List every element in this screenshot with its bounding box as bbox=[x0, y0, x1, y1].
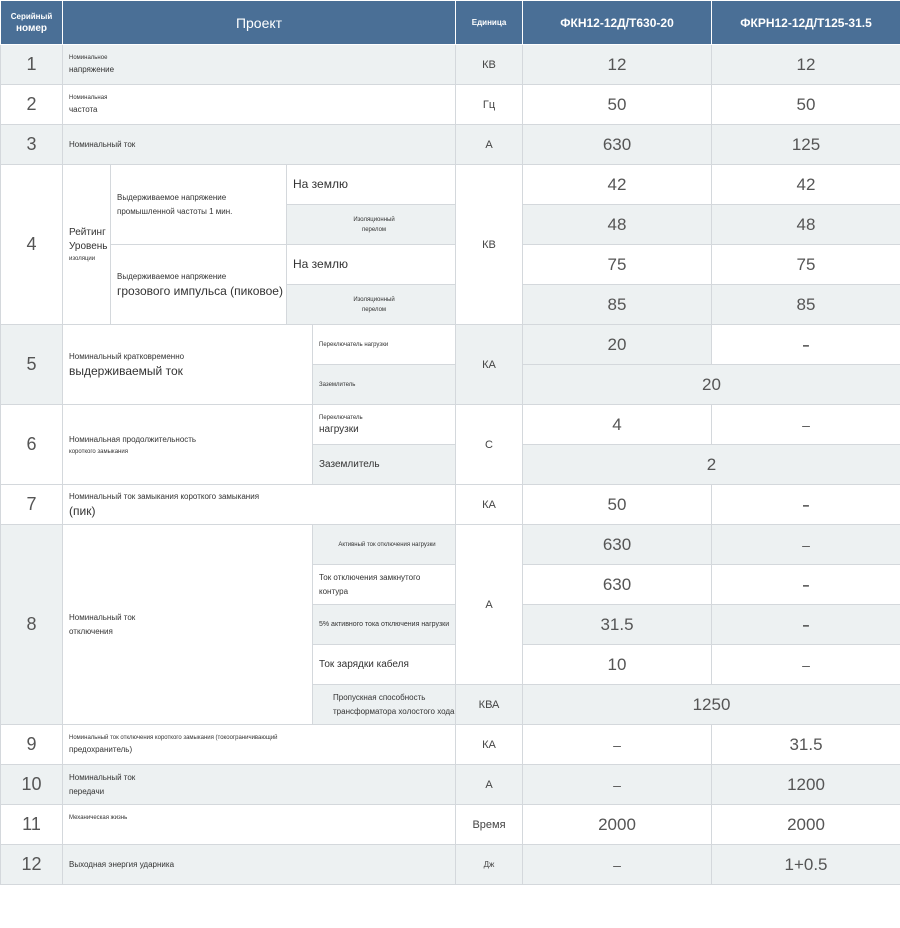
sub-label-transformer: Пропускная способность трансформатора холостого хода bbox=[313, 685, 456, 725]
row-number: 10 bbox=[1, 765, 63, 805]
row-number: 8 bbox=[1, 525, 63, 725]
to-earth-label: На землю bbox=[287, 165, 456, 205]
table-row bbox=[1, 725, 900, 765]
row-unit: А bbox=[456, 525, 523, 685]
table-row bbox=[1, 765, 900, 805]
row-number: 4 bbox=[1, 165, 63, 325]
header-row bbox=[1, 1, 900, 45]
row-unit: КВ bbox=[456, 45, 523, 85]
header-unit: Единица bbox=[456, 1, 523, 45]
header-model-2: ФКРН12-12Д/Т125-31.5 bbox=[712, 1, 900, 45]
value-model-1: – bbox=[523, 765, 712, 805]
value-model-1: 31.5 bbox=[523, 605, 712, 645]
row-unit: С bbox=[456, 405, 523, 485]
value-model-2: 50 bbox=[712, 85, 900, 125]
value-model-1: 75 bbox=[523, 245, 712, 285]
value-model-1: 42 bbox=[523, 165, 712, 205]
table-row bbox=[1, 165, 900, 205]
row-unit: КА bbox=[456, 725, 523, 765]
value-model-2: 1200 bbox=[712, 765, 900, 805]
row-label: Номинальный ток передачи bbox=[63, 765, 456, 805]
value-model-1: 48 bbox=[523, 205, 712, 245]
value-model-1: 50 bbox=[523, 485, 712, 525]
sub-label-cable-charging: Ток зарядки кабеля bbox=[313, 645, 456, 685]
value-model-1: 630 bbox=[523, 565, 712, 605]
value-model-2: 1+0.5 bbox=[712, 845, 900, 885]
row-label: Номинальный кратковременно выдерживаемый ток bbox=[63, 325, 313, 405]
row-label: Номинальное напряжение bbox=[63, 45, 456, 85]
row-label: Номинальная продолжительность короткого замыкания bbox=[63, 405, 313, 485]
value-merged: 20 bbox=[523, 365, 900, 405]
row-unit: А bbox=[456, 765, 523, 805]
value-model-1: 630 bbox=[523, 525, 712, 565]
value-model-2: 42 bbox=[712, 165, 900, 205]
value-model-2: – bbox=[712, 645, 900, 685]
table-row bbox=[1, 325, 900, 365]
value-model-1: – bbox=[523, 725, 712, 765]
row-number: 6 bbox=[1, 405, 63, 485]
row-unit: Дж bbox=[456, 845, 523, 885]
table-row bbox=[1, 845, 900, 885]
isolation-gap-label: Изоляционный перелом bbox=[287, 205, 456, 245]
value-model-2: – bbox=[712, 605, 900, 645]
table-row bbox=[1, 45, 900, 85]
value-model-2: 125 bbox=[712, 125, 900, 165]
row-number: 2 bbox=[1, 85, 63, 125]
row-label: Номинальный ток отключения bbox=[63, 525, 313, 725]
value-model-1: 50 bbox=[523, 85, 712, 125]
value-model-2: 2000 bbox=[712, 805, 900, 845]
value-model-1: 20 bbox=[523, 325, 712, 365]
table-row bbox=[1, 805, 900, 845]
value-model-1: 630 bbox=[523, 125, 712, 165]
row-unit: КВА bbox=[456, 685, 523, 725]
row-unit: Гц bbox=[456, 85, 523, 125]
value-model-2: – bbox=[712, 525, 900, 565]
value-model-2: 48 bbox=[712, 205, 900, 245]
table-row bbox=[1, 125, 900, 165]
value-model-1: 2000 bbox=[523, 805, 712, 845]
row-unit: А bbox=[456, 125, 523, 165]
table-row bbox=[1, 525, 900, 565]
to-earth-label: На землю bbox=[287, 245, 456, 285]
value-model-2: – bbox=[712, 565, 900, 605]
sub-label-load-switch: Переключатель нагрузки bbox=[313, 325, 456, 365]
value-model-2: – bbox=[712, 405, 900, 445]
value-model-2: – bbox=[712, 325, 900, 365]
row-number: 7 bbox=[1, 485, 63, 525]
sub-label-5-percent: 5% активного тока отключения нагрузки bbox=[313, 605, 456, 645]
header-model-1: ФКН12-12Д/Т630-20 bbox=[523, 1, 712, 45]
row-label: Номинальный ток отключения короткого замыкания (токоограничивающий предохранитель) bbox=[63, 725, 456, 765]
row-unit: КВ bbox=[456, 165, 523, 325]
sub-label-load-switch: Переключатель нагрузки bbox=[313, 405, 456, 445]
power-frequency-label: Выдерживаемое напряжение промышленной частоты 1 мин. bbox=[111, 165, 287, 245]
value-model-1: 10 bbox=[523, 645, 712, 685]
table-row bbox=[1, 485, 900, 525]
value-model-1: 12 bbox=[523, 45, 712, 85]
row-label: Номинальный ток bbox=[63, 125, 456, 165]
value-model-1: 85 bbox=[523, 285, 712, 325]
value-model-2: 12 bbox=[712, 45, 900, 85]
row-number: 11 bbox=[1, 805, 63, 845]
row-unit: Время bbox=[456, 805, 523, 845]
row-number: 12 bbox=[1, 845, 63, 885]
value-model-2: 85 bbox=[712, 285, 900, 325]
row-number: 1 bbox=[1, 45, 63, 85]
row-label: Выходная энергия ударника bbox=[63, 845, 456, 885]
row-number: 3 bbox=[1, 125, 63, 165]
value-model-2: – bbox=[712, 485, 900, 525]
lightning-impulse-label: Выдерживаемое напряжение грозового импульса (пиковое) bbox=[111, 245, 287, 325]
sub-label-active-load: Активный ток отключения нагрузки bbox=[313, 525, 456, 565]
table-row bbox=[1, 245, 900, 285]
row-number: 9 bbox=[1, 725, 63, 765]
value-model-1: 4 bbox=[523, 405, 712, 445]
row-unit: КА bbox=[456, 325, 523, 405]
sub-label-closed-loop: Ток отключения замкнутого контура bbox=[313, 565, 456, 605]
row-label: Номинальная частота bbox=[63, 85, 456, 125]
row-label: Механическая жизнь bbox=[63, 805, 456, 845]
sub-label-earthing-switch: Заземлитель bbox=[313, 365, 456, 405]
value-model-2: 75 bbox=[712, 245, 900, 285]
row-unit: КА bbox=[456, 485, 523, 525]
header-project: Проект bbox=[63, 1, 456, 45]
row-number: 5 bbox=[1, 325, 63, 405]
value-model-2: 31.5 bbox=[712, 725, 900, 765]
sub-label-earthing-switch: Заземлитель bbox=[313, 445, 456, 485]
value-merged: 1250 bbox=[523, 685, 900, 725]
table-row bbox=[1, 405, 900, 445]
row-label: Номинальный ток замыкания короткого замыкания (пик) bbox=[63, 485, 456, 525]
insulation-group-label: Рейтинг Уровень изоляции bbox=[63, 165, 111, 325]
table-row bbox=[1, 85, 900, 125]
value-merged: 2 bbox=[523, 445, 900, 485]
header-serial-number: Серийный номер bbox=[1, 1, 63, 45]
value-model-1: – bbox=[523, 845, 712, 885]
isolation-gap-label: Изоляционный перелом bbox=[287, 285, 456, 325]
